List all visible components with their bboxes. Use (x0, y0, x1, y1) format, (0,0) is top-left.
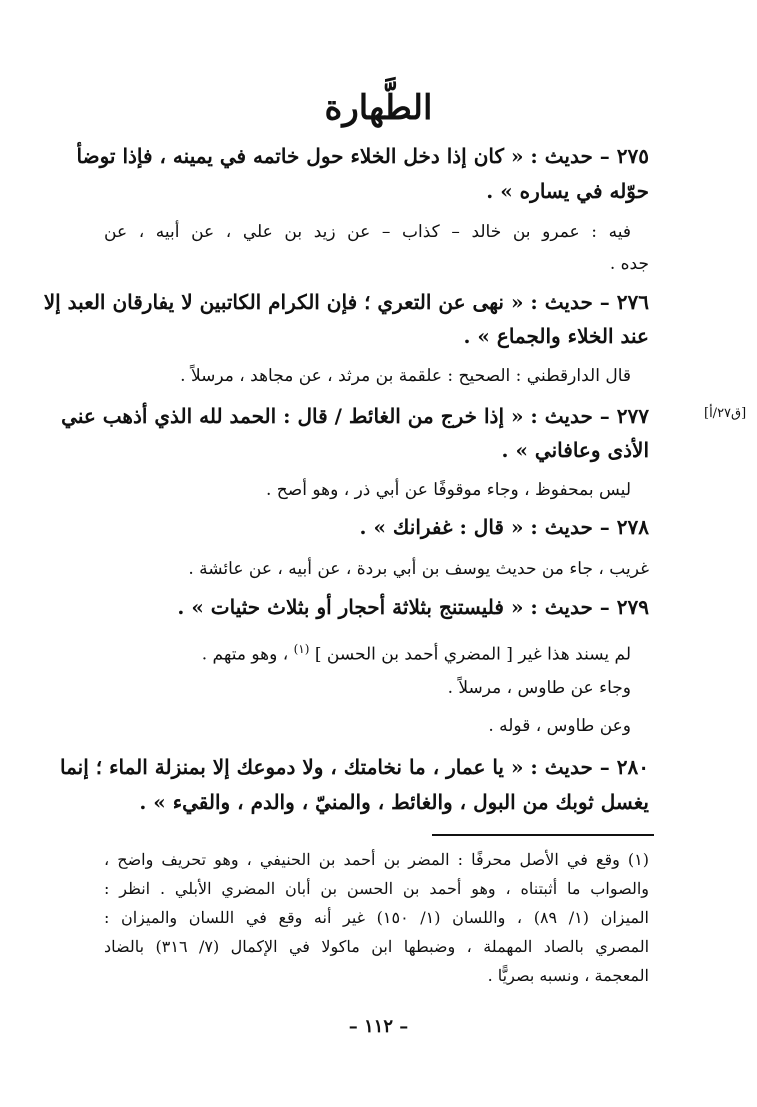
hadith-276-line-1: ٢٧٦ – حديث : « نهى عن التعري ؛ فإن الكرام الكاتبين لا يفارقان العبد إلا (43, 290, 649, 314)
hadith-275-note-line-1: فيه : عمرو بن خالد – كذاب – عن زيد بن علي ، عن أبيه ، عن (104, 222, 631, 242)
manuscript-folio-note: [ق٢٧/أ] (704, 406, 747, 421)
hadith-279-note-2: وجاء عن طاوس ، مرسلاً . (447, 678, 631, 698)
hadith-277-line-1: ٢٧٧ – حديث : « إذا خرج من الغائط / قال : الحمد لله الذي أذهب عني (61, 404, 649, 428)
hadith-278-line-1: ٢٧٨ – حديث : « قال : غفرانك » . (359, 515, 649, 539)
footnote-ref-1: (١) (293, 642, 310, 656)
footnote-line-3: الميزان (١/ ٨٩) ، واللسان (١/ ١٥٠) غير أنه وقع في اللسان والميزان : (104, 908, 649, 927)
hadith-277-line-2: الأذى وعافاني » . (501, 438, 649, 462)
hadith-279-note-1 (104, 635, 631, 669)
hadith-279-note-1-text: لم يسند هذا غير [ المضري أحمد بن الحسن ] (314, 644, 631, 665)
hadith-275-line-2: حوّله في يساره » . (486, 179, 649, 203)
page-number: – ١١٢ – (348, 1016, 409, 1037)
chapter-title: الطَّهارة (324, 88, 433, 128)
footnote-separator (432, 834, 654, 836)
hadith-277-note: ليس بمحفوظ ، وجاء موقوفًا عن أبي ذر ، وهو أصح . (265, 480, 631, 500)
footnote-line-1: (١) وقع في الأصل محرفًا : المضر بن أحمد بن الحنيفي ، وهو تحريف واضح ، (104, 850, 649, 869)
hadith-276-note: قال الدارقطني : الصحيح : علقمة بن مرثد ، عن مجاهد ، مرسلاً . (180, 366, 631, 386)
footnote-line-2: والصواب ما أثبتناه ، وهو أحمد بن الحسن بن أبان المضري الأبلي . انظر : (104, 879, 650, 898)
footnote-line-4: المصري بالصاد المهملة ، وضبطها ابن ماكولا في الإكمال (٧/ ٣١٦) بالضاد (104, 937, 650, 956)
footnote-line-5: المعجمة ، ونسبه بصريًّا . (487, 966, 649, 985)
hadith-275-line-1: ٢٧٥ – حديث : « كان إذا دخل الخلاء حول خاتمه في يمينه ، فإذا توضأ (76, 144, 649, 168)
hadith-275-note-line-2: جده . (609, 254, 649, 274)
hadith-279-line-1: ٢٧٩ – حديث : « فليستنج بثلاثة أحجار أو بثلاث حثيات » . (177, 595, 649, 619)
hadith-279-note-3: وعن طاوس ، قوله . (488, 716, 631, 736)
hadith-280-line-2: يغسل ثوبك من البول ، والغائط ، والمنيّ ، والدم ، والقيء » . (139, 790, 649, 814)
hadith-279-note-1-tail: ، وهو متهم . (201, 644, 294, 665)
hadith-280-line-1: ٢٨٠ – حديث : « يا عمار ، ما نخامتك ، ولا دموعك إلا بمنزلة الماء ؛ إنما (60, 755, 649, 779)
hadith-278-note: غريب ، جاء من حديث يوسف بن أبي بردة ، عن أبيه ، عن عائشة . (188, 559, 649, 579)
hadith-276-line-2: عند الخلاء والجماع » . (463, 324, 649, 348)
